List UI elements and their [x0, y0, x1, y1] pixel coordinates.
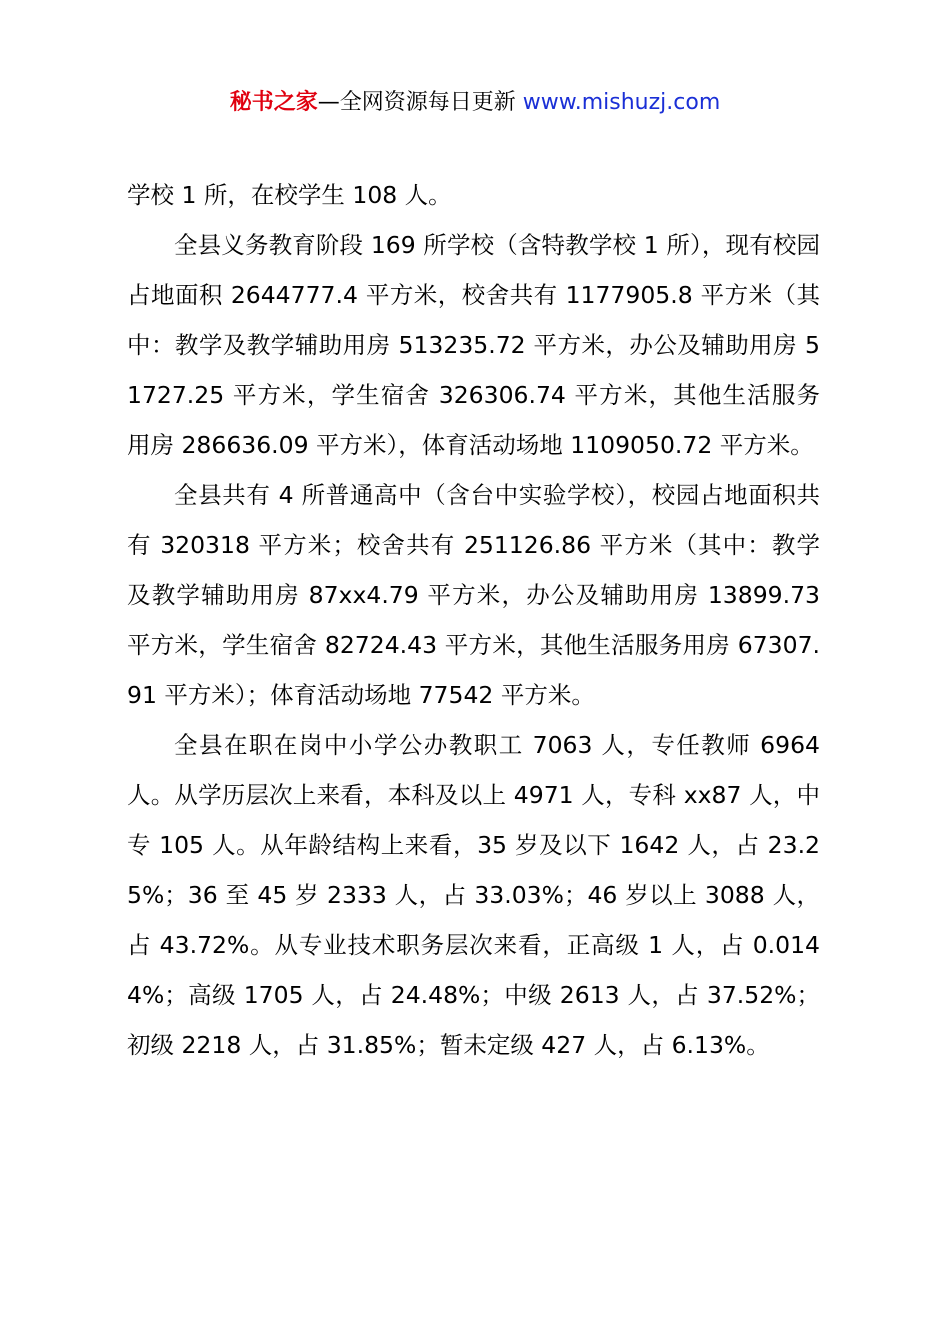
site-brand: 秘书之家 — [229, 90, 318, 115]
paragraph-4: 全县在职在岗中小学公办教职工 7063 人，专任教师 6964 人。从学历层次上来看，本科及以上 4971 人，专科 xx87 人，中专 105 人。从年龄结构上来看，35 岁及以下 1642 人，占 23.25%；36 至 45 岁 2333 人，占 33.03%；46 岁以上 3088 人，占 43.72%。从专业技术职务层次来看，正高级 1 人，占 0.0144%；高级 1705 人，占 24.48%；中级 2613 人，占 37.52%；初级 2218 人，占 31.85%；暂未定级 427 人，占 6.13%。 — [127, 731, 820, 1059]
site-tagline: —全网资源每日更新 — [317, 90, 523, 115]
paragraph-3: 全县共有 4 所普通高中（含台中实验学校），校园占地面积共有 320318 平方米；校舍共有 251126.86 平方米（其中：教学及教学辅助用房 87xx4.79 平方米，办公及辅助用房 13899.73 平方米，学生宿舍 82724.43 平方米，其他生活服务用房 67307.91 平方米）；体育活动场地 77542 平方米。 — [127, 481, 820, 709]
paragraph-1: 学校 1 所，在校学生 108 人。 — [127, 181, 452, 209]
site-url-link[interactable]: www.mishuzj.com — [522, 90, 721, 115]
site-header — [0, 86, 950, 120]
document-body — [127, 170, 820, 1070]
paragraph-2: 全县义务教育阶段 169 所学校（含特教学校 1 所），现有校园占地面积 2644777.4 平方米，校舍共有 1177905.8 平方米（其中：教学及教学辅助用房 513235.72 平方米，办公及辅助用房 51727.25 平方米，学生宿舍 326306.74 平方米，其他生活服务用房 286636.09 平方米），体育活动场地 1109050.72 平方米。 — [127, 231, 820, 459]
